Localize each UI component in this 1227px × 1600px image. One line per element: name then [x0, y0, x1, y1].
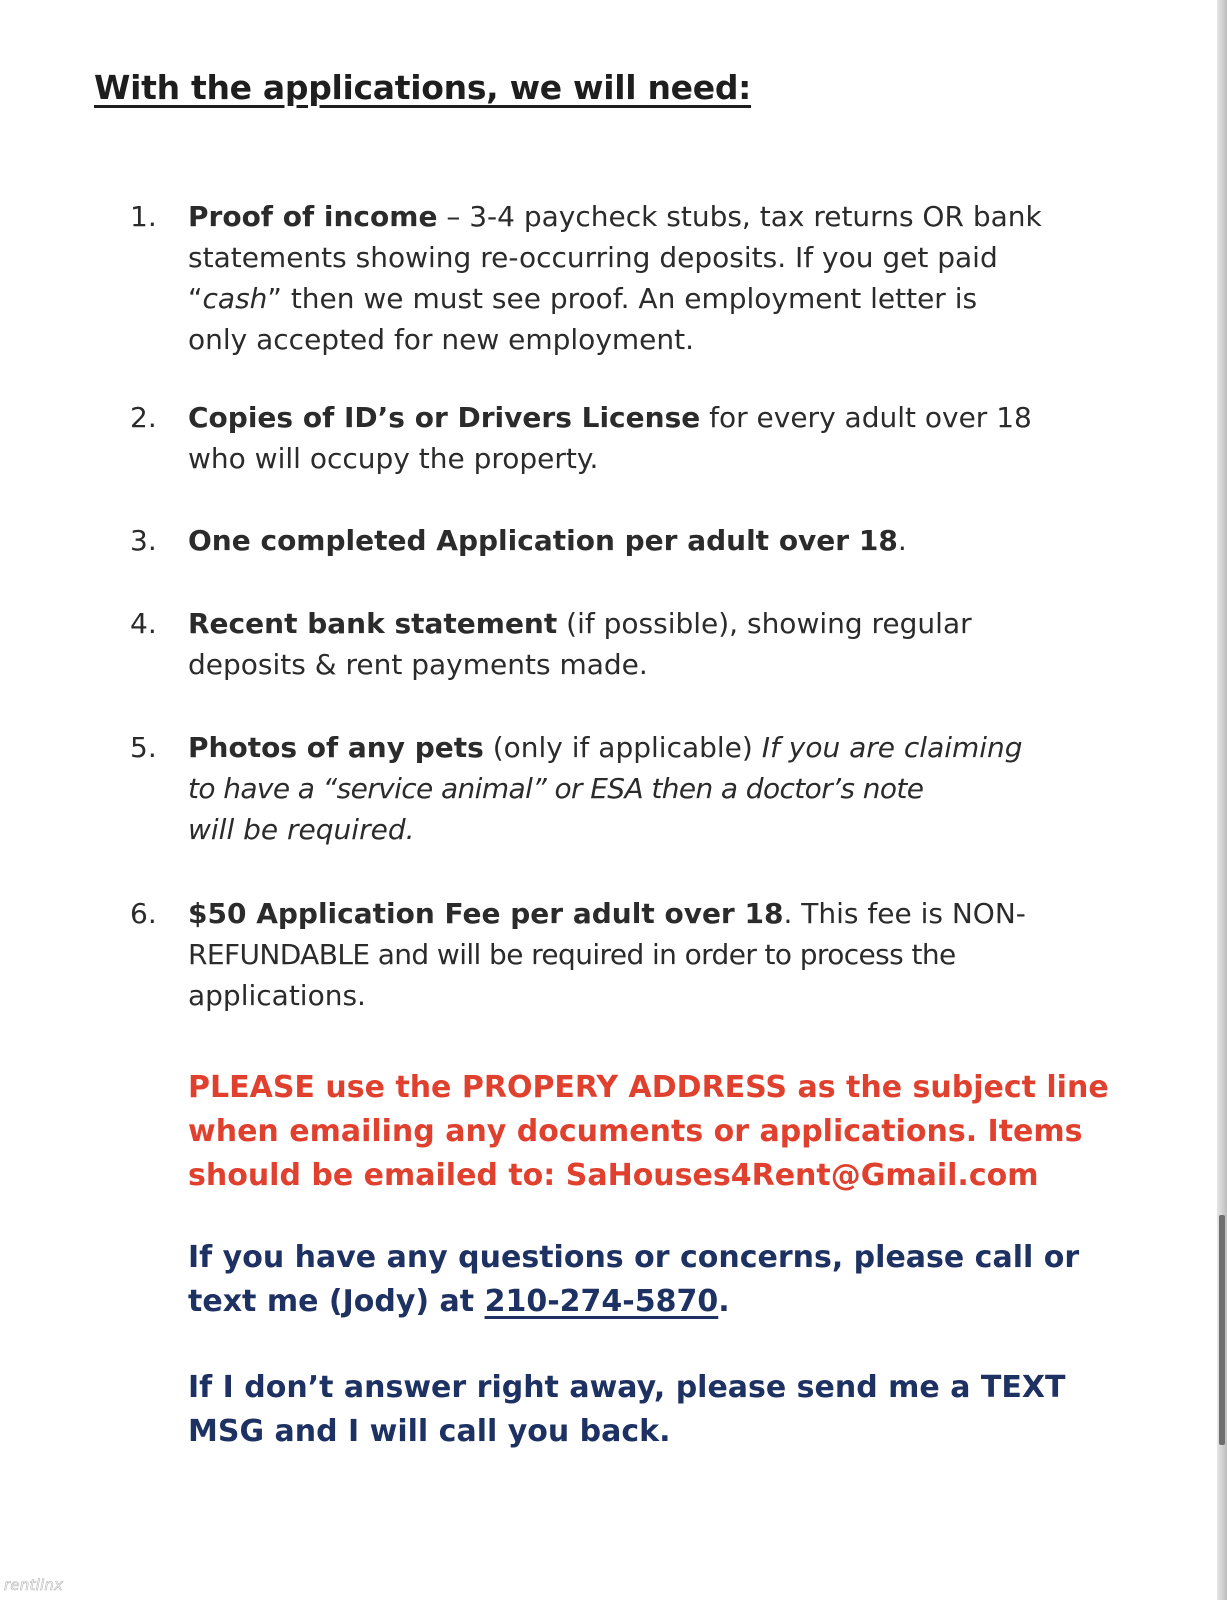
scrollbar-track[interactable] [1217, 0, 1227, 1600]
contact-info: If you have any questions or concerns, please call or text me (Jody) at 210-274-5870. [188, 1240, 1080, 1319]
watermark-logo: rentlinx [4, 1576, 64, 1594]
page-heading: With the applications, we will need: [94, 68, 752, 107]
list-item [130, 196, 1138, 360]
list-item-text: One completed Application per adult over 18. [188, 524, 907, 557]
list-item-text: Copies of ID’s or Drivers License for every adult over 18 who will occupy the property. [188, 401, 1032, 475]
list-item [130, 603, 1138, 685]
list-item [130, 893, 1138, 1016]
scrollbar-thumb[interactable] [1219, 1215, 1225, 1445]
list-item [130, 520, 1138, 561]
item-title: Copies of ID’s or Drivers License [188, 401, 701, 434]
list-item-text: Recent bank statement (if possible), showing regular deposits & rent payments made. [188, 607, 972, 681]
list-item-text: $50 Application Fee per adult over 18. This fee is NON- REFUNDABLE and will be required in order to process the applications. [188, 897, 1026, 1012]
list-item-text: Proof of income – 3-4 paycheck stubs, tax returns OR bank statements showing re-occurring deposits. If you get paid “cash” then we must see proof. An employment letter is only accepted for new employment. [188, 200, 1042, 356]
text-message-note: If I don’t answer right away, please send me a TEXT MSG and I will call you back. [188, 1370, 1066, 1449]
item-title: Recent bank statement [188, 607, 558, 640]
phone-link[interactable]: 210-274-5870 [484, 1284, 719, 1319]
item-title: Photos of any pets [188, 731, 484, 764]
list-number: 5. [130, 731, 157, 764]
list-item-text: Photos of any pets (only if applicable) If you are claiming to have a “service animal” or ESA then a doctor’s note will be required. [188, 731, 1023, 846]
item-title: One completed Application per adult over 18 [188, 524, 898, 557]
item-title: Proof of income [188, 200, 438, 233]
list-item [130, 397, 1138, 479]
list-number: 1. [130, 200, 157, 233]
list-number: 2. [130, 401, 157, 434]
email-address[interactable]: SaHouses4Rent@Gmail.com [565, 1158, 1039, 1193]
item-title: $50 Application Fee per adult over 18 [188, 897, 784, 930]
list-number: 3. [130, 524, 157, 557]
email-notice: PLEASE use the PROPERY ADDRESS as the subject line when emailing any documents or applications. Items should be emailed to: SaHouses4Rent@Gmail.com [188, 1070, 1109, 1193]
list-number: 6. [130, 897, 157, 930]
list-item [130, 727, 1138, 850]
list-number: 4. [130, 607, 157, 640]
